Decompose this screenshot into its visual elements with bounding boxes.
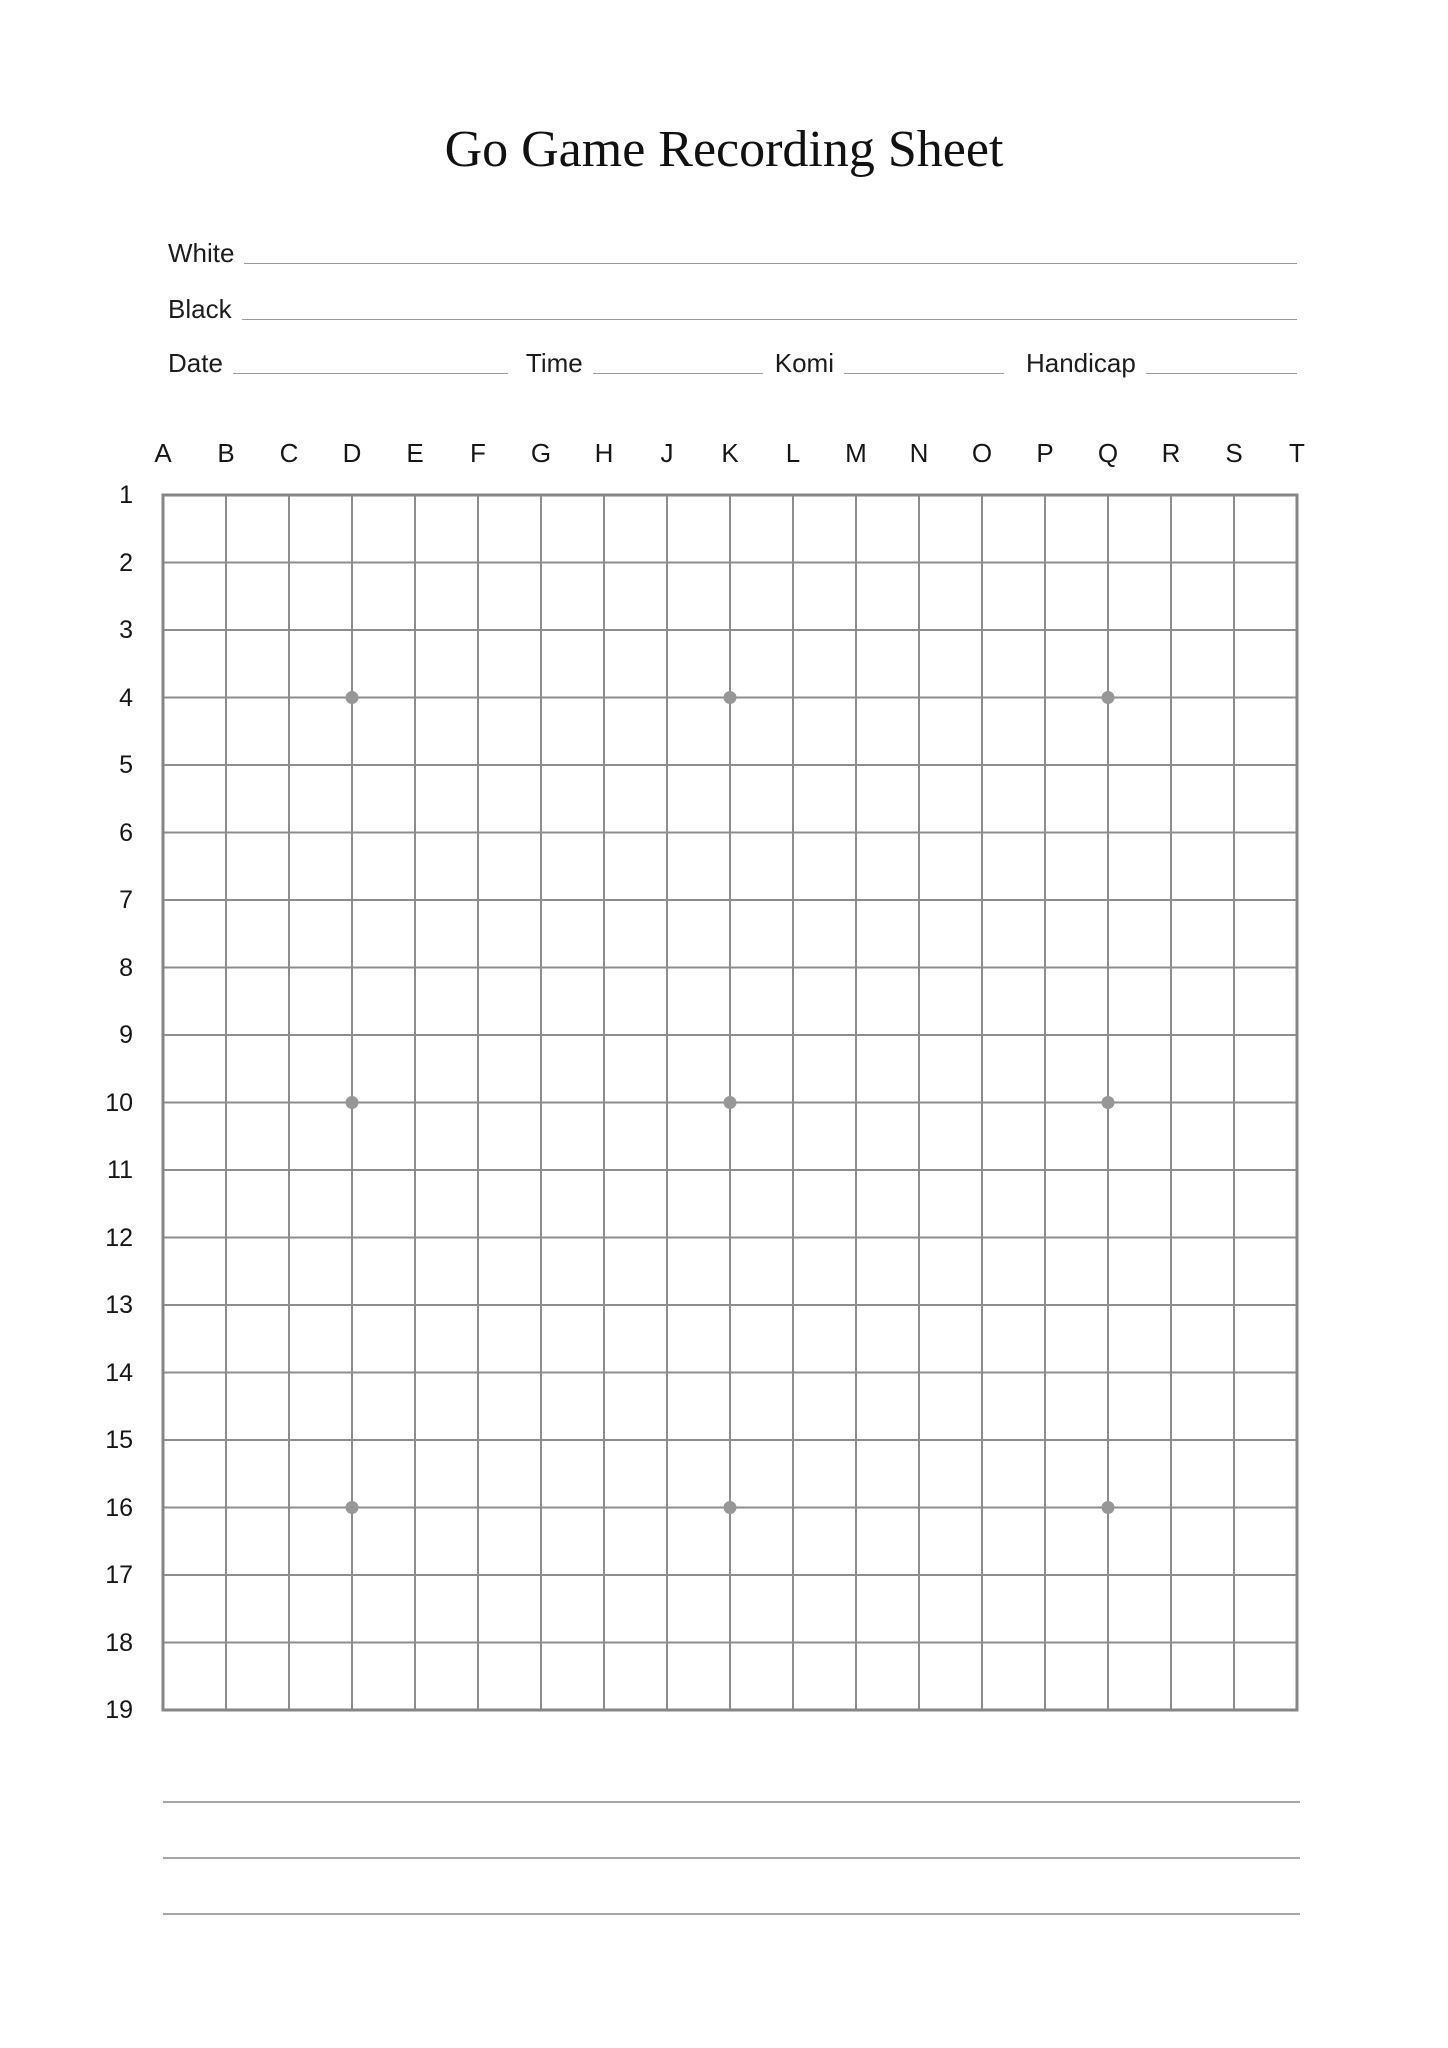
row-label: 5 <box>119 751 133 779</box>
komi-label: Komi <box>774 348 834 378</box>
column-label: B <box>217 438 235 468</box>
white-input-line[interactable] <box>244 262 1297 264</box>
board-column-labels <box>154 438 1305 468</box>
column-label: T <box>1289 438 1305 468</box>
column-label: O <box>971 438 993 468</box>
row-label: 17 <box>105 1561 133 1589</box>
row-label: 2 <box>119 548 133 577</box>
column-label: F <box>470 438 486 468</box>
board-row-labels <box>60 481 133 1724</box>
time-input-line[interactable] <box>593 372 763 374</box>
date-label: Date <box>168 348 223 378</box>
column-label: E <box>406 438 424 468</box>
column-label: Q <box>1097 438 1119 468</box>
handicap-label: Handicap <box>1025 348 1136 378</box>
row-label: 3 <box>119 616 133 644</box>
column-label: H <box>594 438 614 468</box>
row-label: 18 <box>105 1628 133 1657</box>
column-label: N <box>909 438 929 468</box>
row-label: 12 <box>105 1223 133 1252</box>
row-label: 10 <box>105 1088 133 1117</box>
row-label: 1 <box>119 481 133 509</box>
star-point <box>1102 691 1115 704</box>
black-field-row <box>168 292 1297 326</box>
note-line[interactable] <box>163 1857 1300 1859</box>
column-label: P <box>1036 438 1054 468</box>
white-label: White <box>168 238 235 268</box>
column-label: G <box>530 438 552 468</box>
time-label: Time <box>525 348 583 378</box>
column-label: C <box>279 438 299 468</box>
row-label: 15 <box>105 1426 133 1454</box>
row-label: 8 <box>119 953 133 982</box>
row-label: 14 <box>105 1358 133 1387</box>
go-board-grid <box>163 495 1297 1710</box>
row-label: 4 <box>119 683 133 712</box>
column-label: M <box>845 438 867 468</box>
star-point <box>724 691 737 704</box>
column-label: R <box>1161 438 1181 468</box>
row-label: 11 <box>107 1156 133 1184</box>
note-line[interactable] <box>163 1913 1300 1915</box>
column-label: L <box>785 438 801 468</box>
star-point <box>724 1096 737 1109</box>
white-field-row <box>168 236 1297 270</box>
star-point <box>346 1096 359 1109</box>
note-line[interactable] <box>163 1801 1300 1803</box>
star-point <box>1102 1501 1115 1514</box>
date-input-line[interactable] <box>233 372 508 374</box>
row-label: 6 <box>119 818 133 847</box>
column-label: D <box>342 438 362 468</box>
column-label: A <box>154 438 172 468</box>
game-info-field-row <box>168 346 1297 380</box>
page-title: Go Game Recording Sheet <box>444 121 1004 178</box>
row-label: 13 <box>105 1291 133 1319</box>
row-label: 7 <box>119 886 133 914</box>
row-label: 19 <box>105 1696 133 1724</box>
star-point <box>346 1501 359 1514</box>
star-point <box>346 691 359 704</box>
column-label: K <box>721 438 739 468</box>
black-input-line[interactable] <box>242 318 1297 320</box>
column-label: J <box>660 438 674 468</box>
row-label: 9 <box>119 1021 133 1049</box>
column-label: S <box>1225 438 1243 468</box>
black-label: Black <box>168 294 232 324</box>
handicap-input-line[interactable] <box>1146 372 1297 374</box>
star-point <box>1102 1096 1115 1109</box>
star-point <box>724 1501 737 1514</box>
komi-input-line[interactable] <box>844 372 1004 374</box>
row-label: 16 <box>105 1493 133 1522</box>
